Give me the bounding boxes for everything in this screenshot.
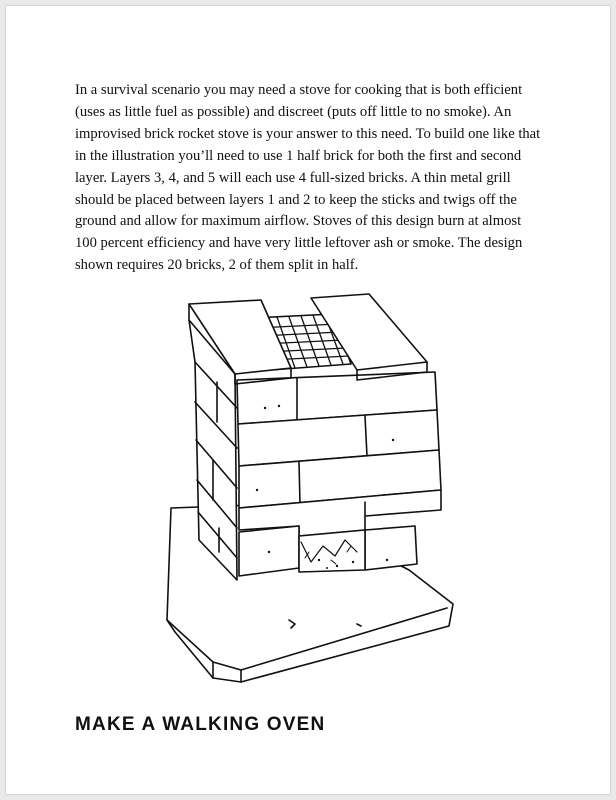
next-section-heading: MAKE A WALKING OVEN [75,714,326,735]
document-page [6,6,610,794]
stack-front-face [237,372,441,576]
body-paragraph: In a survival scenario you may need a stove for cooking that is both efficient (uses as little fuel as possible) and discreet (puts off little to no smoke). An improvised brick rocket stove is your answer to this need. To build one like that in the illustration you’ll need to use 1 half brick for both the first and second layer. Layers 3, 4, and 5 will each use 4 full-sized bricks. A thin metal grill should be placed between layers 1 and 2 to keep the sticks and twigs off the ground and allow for maximum airflow. Stoves of this design burn at almost 100 percent efficiency and have very little leftover ash or smoke. The design shown requires 20 bricks, 2 of them split in half. [75,82,541,274]
rocket-stove-illustration [161,290,461,690]
